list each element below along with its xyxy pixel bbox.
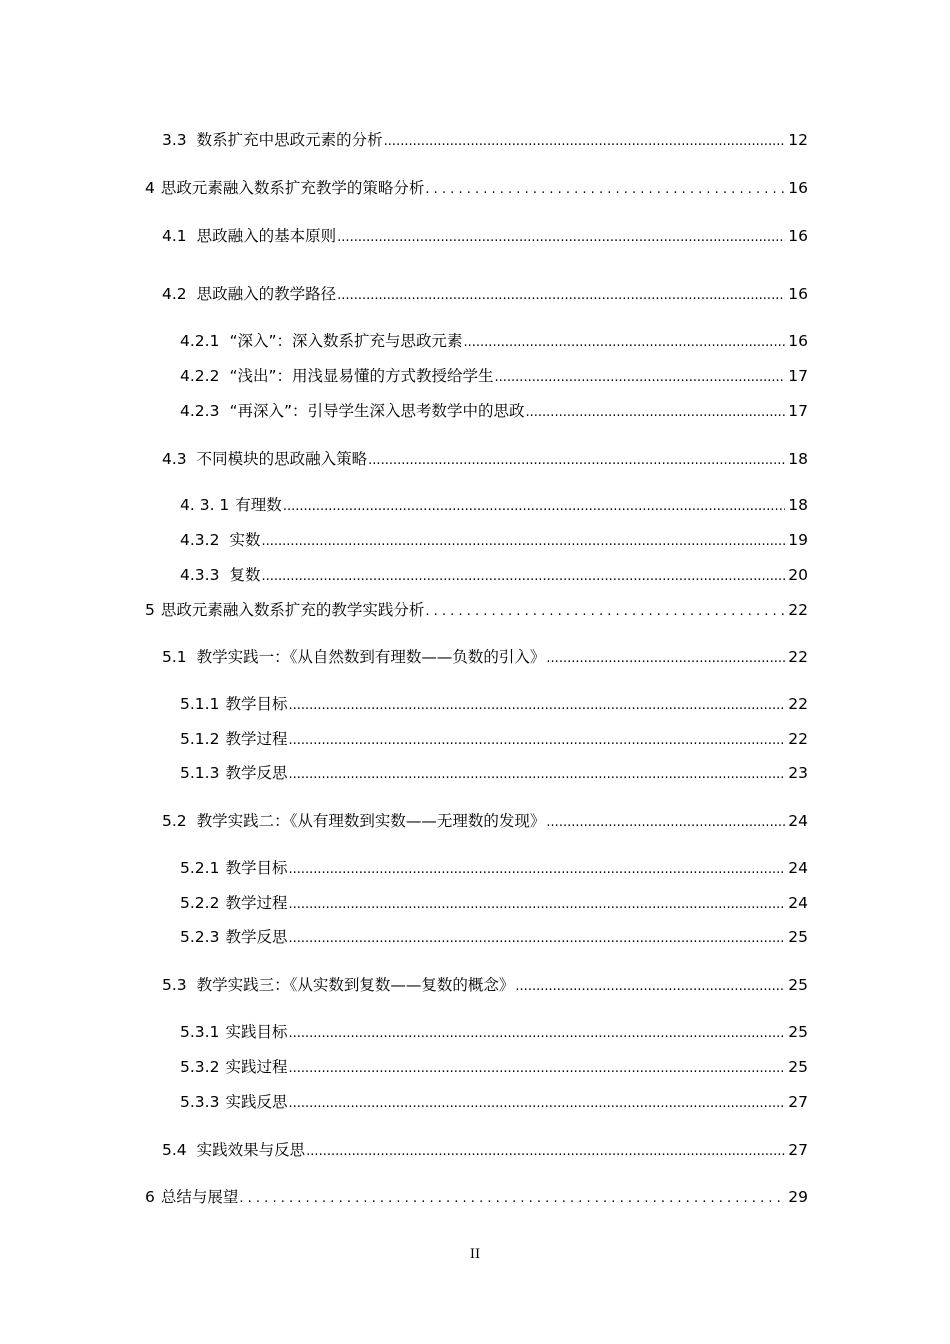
dot-leader xyxy=(261,564,785,586)
toc-page-number: 23 xyxy=(788,764,808,782)
toc-entry-5-4[interactable] xyxy=(162,1139,808,1161)
dot-leader xyxy=(464,330,786,352)
toc-title: 教学实践一：《从自然数到有理数——负数的引入》 xyxy=(196,648,546,666)
toc-title: 复数 xyxy=(229,566,261,584)
toc-page-number: 12 xyxy=(788,131,808,149)
toc-title: 不同模块的思政融入策略 xyxy=(196,450,368,468)
toc-entry-5-1-1[interactable] xyxy=(180,693,808,715)
toc-page-number: 25 xyxy=(788,928,808,946)
dot-leader xyxy=(546,646,785,668)
toc-title: 教学实践三：《从实数到复数——复数的概念》 xyxy=(196,976,515,994)
toc-number: 5.1.1 xyxy=(180,695,220,713)
toc-title: 实践效果与反思 xyxy=(196,1141,306,1159)
dot-leader xyxy=(306,1139,785,1161)
dot-leader xyxy=(515,974,785,996)
toc-number: 4.2 xyxy=(162,285,187,303)
toc-number: 5.1.3 xyxy=(180,764,220,782)
dot-leader xyxy=(288,693,785,715)
toc-entry-4-2-2[interactable] xyxy=(180,365,808,387)
dot-leader xyxy=(261,529,785,551)
toc-page-number: 25 xyxy=(788,976,808,994)
toc-entry-5-2[interactable] xyxy=(162,810,808,832)
toc-number: 5.1 xyxy=(162,648,187,666)
toc-entry-4-3-3[interactable] xyxy=(180,564,808,586)
dot-leader xyxy=(425,177,785,199)
toc-entry-6[interactable] xyxy=(145,1186,808,1208)
toc-title: 教学过程 xyxy=(225,894,288,912)
toc-page-number: 16 xyxy=(788,285,808,303)
toc-title: 思政元素融入数系扩充教学的策略分析 xyxy=(160,179,425,197)
toc-title: 实践反思 xyxy=(225,1093,288,1111)
toc-page-number: 22 xyxy=(788,648,808,666)
dot-leader xyxy=(288,728,785,750)
toc-number: 4.2.3 xyxy=(180,402,220,420)
toc-title: 总结与展望 xyxy=(160,1188,239,1206)
toc-number: 3.3 xyxy=(162,131,187,149)
toc-title: 思政融入的教学路径 xyxy=(196,285,337,303)
dot-leader xyxy=(546,810,785,832)
toc-entry-4-2-1[interactable] xyxy=(180,330,808,352)
toc-number: 5.3.2 xyxy=(180,1058,220,1076)
toc-number: 4.3.2 xyxy=(180,531,220,549)
toc-number: 4.1 xyxy=(162,227,187,245)
toc-number: 5.1.2 xyxy=(180,730,220,748)
toc-page-number: 22 xyxy=(788,730,808,748)
toc-number: 5.3.3 xyxy=(180,1093,220,1111)
footer-page-number: II xyxy=(469,1247,481,1262)
toc-number: 5.2.3 xyxy=(180,928,220,946)
toc-page-number: 17 xyxy=(788,367,808,385)
toc-entry-5-1[interactable] xyxy=(162,646,808,668)
toc-number: 4.3.3 xyxy=(180,566,220,584)
toc-number: 5.3 xyxy=(162,976,187,994)
toc-entry-4-3[interactable] xyxy=(162,448,808,470)
toc-page-number: 17 xyxy=(788,402,808,420)
toc-page-number: 22 xyxy=(788,601,808,619)
toc-number: 5.2.2 xyxy=(180,894,220,912)
toc-page-number: 24 xyxy=(788,894,808,912)
toc-number: 6 xyxy=(145,1188,155,1206)
toc-title: 实数 xyxy=(229,531,261,549)
toc-page-number: 25 xyxy=(788,1058,808,1076)
toc-entry-5-3[interactable] xyxy=(162,974,808,996)
toc-page-number: 29 xyxy=(788,1188,808,1206)
toc-entry-5[interactable] xyxy=(145,599,808,621)
dot-leader xyxy=(526,400,786,422)
toc-page-number: 24 xyxy=(788,812,808,830)
toc-title: 教学反思 xyxy=(225,928,288,946)
dot-leader xyxy=(288,1091,785,1113)
toc-title: “浅出”：用浅显易懂的方式教授给学生 xyxy=(229,367,494,385)
dot-leader xyxy=(288,762,785,784)
dot-leader xyxy=(368,448,785,470)
toc-entry-4[interactable] xyxy=(145,177,808,199)
toc-page-number: 19 xyxy=(788,531,808,549)
dot-leader xyxy=(288,1021,785,1043)
dot-leader xyxy=(239,1186,785,1208)
toc-title: 有理数 xyxy=(235,496,282,514)
toc-title: 教学目标 xyxy=(225,859,288,877)
dot-leader xyxy=(288,892,785,914)
toc-entry-4-3-2[interactable] xyxy=(180,529,808,551)
toc-number: 5 xyxy=(145,601,155,619)
dot-leader xyxy=(337,225,785,247)
toc-page-number: 24 xyxy=(788,859,808,877)
toc-page-number: 18 xyxy=(788,496,808,514)
toc-page-number: 27 xyxy=(788,1093,808,1111)
toc-title: 教学目标 xyxy=(225,695,288,713)
dot-leader xyxy=(288,926,785,948)
toc-entry-5-1-3[interactable] xyxy=(180,762,808,784)
toc-page-number: 27 xyxy=(788,1141,808,1159)
toc-title: 实践过程 xyxy=(225,1058,288,1076)
toc-title: 思政元素融入数系扩充的教学实践分析 xyxy=(160,601,425,619)
toc-title: 数系扩充中思政元素的分析 xyxy=(196,131,383,149)
toc-number: 4.2.1 xyxy=(180,332,220,350)
toc-entry-5-3-3[interactable] xyxy=(180,1091,808,1113)
dot-leader xyxy=(288,857,785,879)
toc-entry-4-2[interactable] xyxy=(162,283,808,305)
toc-page-number: 22 xyxy=(788,695,808,713)
toc-title: “深入”：深入数系扩充与思政元素 xyxy=(229,332,463,350)
toc-title: 思政融入的基本原则 xyxy=(196,227,337,245)
toc-entry-4-2-3[interactable] xyxy=(180,400,808,422)
toc-title: “再深入”：引导学生深入思考数学中的思政 xyxy=(229,402,525,420)
toc-number: 4 xyxy=(145,179,155,197)
toc-number: 4.2.2 xyxy=(180,367,220,385)
toc-number: 5.2 xyxy=(162,812,187,830)
toc-title: 教学反思 xyxy=(225,764,288,782)
toc-page-number: 25 xyxy=(788,1023,808,1041)
dot-leader xyxy=(283,494,785,516)
toc-number: 5.3.1 xyxy=(180,1023,220,1041)
toc-page-number: 16 xyxy=(788,179,808,197)
toc-number: 5.2.1 xyxy=(180,859,220,877)
toc-page-number: 16 xyxy=(788,332,808,350)
toc-entry-5-1-2[interactable] xyxy=(180,728,808,750)
toc-number: 4. 3. 1 xyxy=(180,496,230,514)
toc-entry-5-3-2[interactable] xyxy=(180,1056,808,1078)
toc-page-number: 20 xyxy=(788,566,808,584)
toc-number: 4.3 xyxy=(162,450,187,468)
toc-title: 实践目标 xyxy=(225,1023,288,1041)
toc-title: 教学实践二：《从有理数到实数——无理数的发现》 xyxy=(196,812,546,830)
toc-page-number: 18 xyxy=(788,450,808,468)
toc-entry-4-3-1[interactable] xyxy=(180,494,808,516)
toc-number: 5.4 xyxy=(162,1141,187,1159)
dot-leader xyxy=(384,129,786,151)
toc-entry-5-2-2[interactable] xyxy=(180,892,808,914)
dot-leader xyxy=(288,1056,785,1078)
toc-entry-5-3-1[interactable] xyxy=(180,1021,808,1043)
toc-title: 教学过程 xyxy=(225,730,288,748)
toc-page-number: 16 xyxy=(788,227,808,245)
toc-entry-4-1[interactable] xyxy=(162,225,808,247)
dot-leader xyxy=(495,365,786,387)
toc-entry-5-2-1[interactable] xyxy=(180,857,808,879)
dot-leader xyxy=(425,599,785,621)
dot-leader xyxy=(337,283,785,305)
toc-entry-3-3[interactable] xyxy=(162,129,808,151)
toc-entry-5-2-3[interactable] xyxy=(180,926,808,948)
